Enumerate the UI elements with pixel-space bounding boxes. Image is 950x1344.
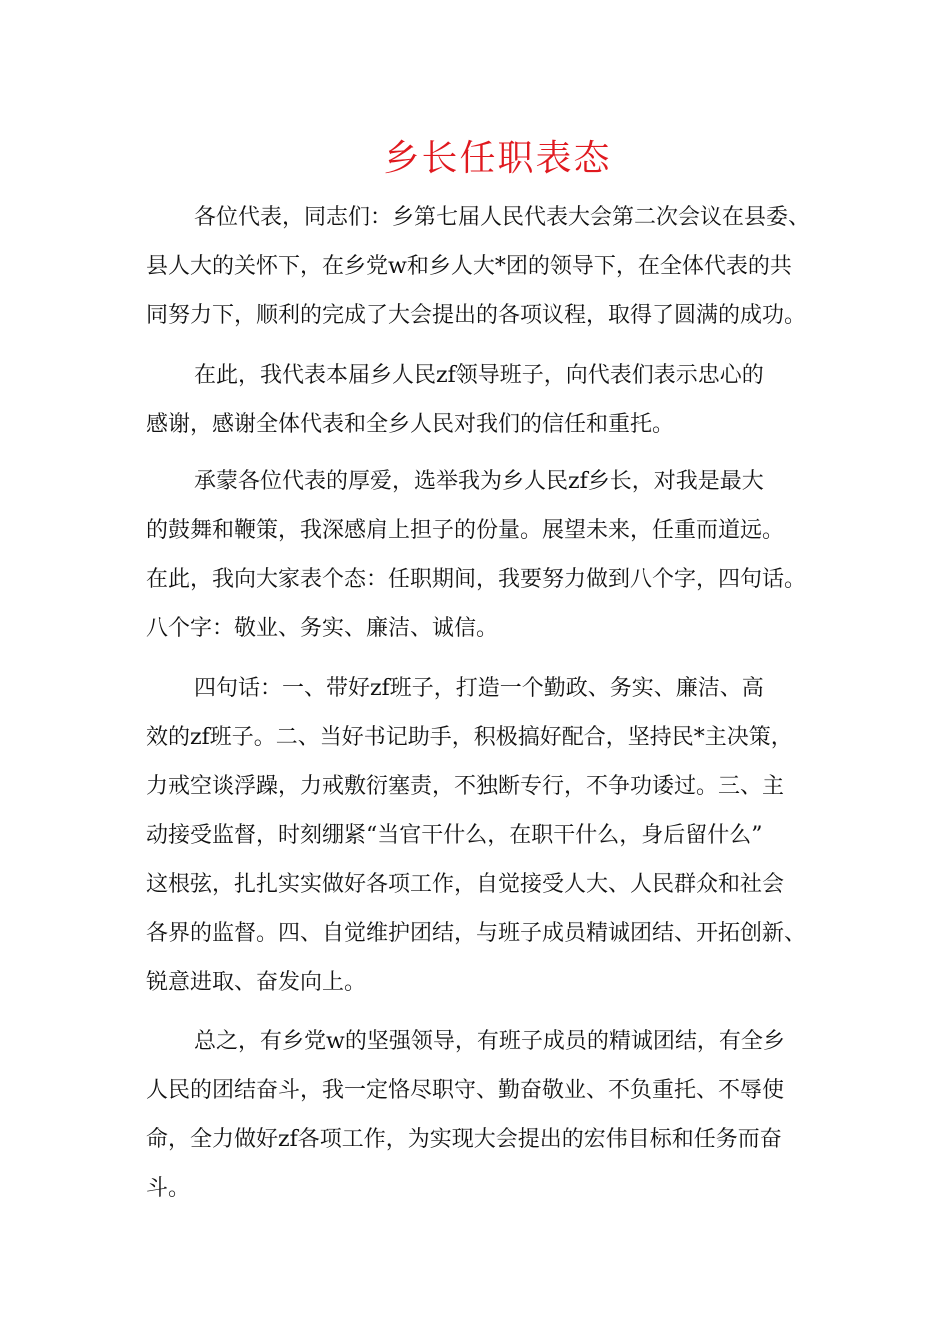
paragraph-3 [146, 457, 836, 653]
paragraph-line: 感谢，感谢全体代表和全乡人民对我们的信任和重托。 [146, 412, 675, 437]
paragraph-line: 在此，我向大家表个态：任职期间，我要努力做到八个字，四句话。 [146, 567, 807, 592]
paragraph-line: 各位代表，同志们：乡第七届人民代表大会第二次会议在县委、 [194, 205, 811, 230]
paragraph-line: 县人大的关怀下，在乡党w和乡人大*团的领导下，在全体代表的共 [146, 254, 792, 279]
document-title: 乡长任职表态 [383, 138, 612, 179]
paragraph-line: 的鼓舞和鞭策，我深感肩上担子的份量。展望未来，任重而道远。 [146, 518, 785, 543]
paragraph-line: 八个字：敬业、务实、廉洁、诚信。 [146, 616, 499, 641]
paragraph-2 [146, 351, 836, 449]
paragraph-line: 承蒙各位代表的厚爱，选举我为乡人民zf乡长，对我是最大 [194, 469, 764, 494]
paragraph-line: 同努力下，顺利的完成了大会提出的各项议程，取得了圆满的成功。 [146, 303, 807, 328]
paragraph-line: 命，全力做好zf各项工作，为实现大会提出的宏伟目标和任务而奋 [146, 1127, 782, 1152]
paragraph-line: 四句话：一、带好zf班子，打造一个勤政、务实、廉洁、高 [194, 676, 764, 701]
paragraph-1 [146, 193, 836, 340]
paragraph-line: 各界的监督。四、自觉维护团结，与班子成员精诚团结、开拓创新、 [146, 921, 807, 946]
paragraph-5 [146, 1017, 836, 1213]
paragraph-line: 效的zf班子。二、当好书记助手，积极搞好配合，坚持民*主决策， [146, 725, 793, 750]
paragraph-line: 总之，有乡党w的坚强领导，有班子成员的精诚团结，有全乡 [194, 1029, 785, 1054]
paragraph-line: 人民的团结奋斗，我一定恪尽职守、勤奋敬业、不负重托、不辱使 [146, 1078, 785, 1103]
paragraph-line: 动接受监督，时刻绷紧“当官干什么，在职干什么，身后留什么” [146, 823, 763, 848]
paragraph-line: 在此，我代表本届乡人民zf领导班子，向代表们表示忠心的 [194, 363, 764, 388]
paragraph-line: 锐意进取、奋发向上。 [146, 970, 367, 995]
paragraph-line: 力戒空谈浮躁，力戒敷衍塞责，不独断专行，不争功诿过。三、主 [146, 774, 785, 799]
paragraph-4 [146, 664, 836, 1007]
paragraph-line: 这根弦，扎扎实实做好各项工作，自觉接受人大、人民群众和社会 [146, 872, 785, 897]
paragraph-line: 斗。 [146, 1176, 191, 1201]
